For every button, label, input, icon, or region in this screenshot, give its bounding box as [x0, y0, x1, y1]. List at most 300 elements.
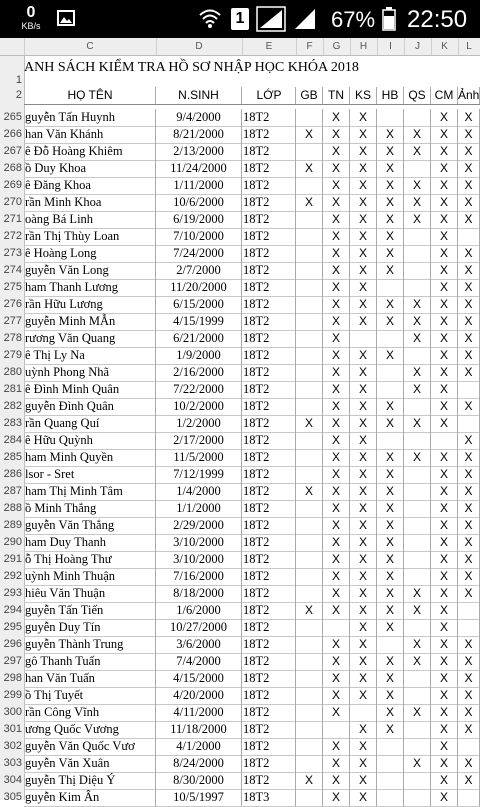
- cell-tn[interactable]: X: [323, 296, 350, 313]
- row-number[interactable]: 271: [3, 213, 22, 225]
- cell-dob[interactable]: 10/5/1997: [156, 789, 242, 806]
- cell-anh[interactable]: X: [458, 704, 480, 721]
- cell-qs[interactable]: [404, 738, 431, 755]
- cell-class[interactable]: 18T2: [242, 687, 296, 704]
- row-number[interactable]: 274: [3, 264, 22, 276]
- cell-anh[interactable]: X: [458, 177, 480, 194]
- cell-anh[interactable]: X: [458, 500, 480, 517]
- cell-qs[interactable]: X: [404, 653, 431, 670]
- cell-qs[interactable]: [404, 347, 431, 364]
- cell-qs[interactable]: X: [404, 143, 431, 160]
- cell-dob[interactable]: 3/10/2000: [156, 551, 242, 568]
- cell-hb[interactable]: X: [377, 313, 404, 330]
- cell-tn[interactable]: X: [323, 517, 350, 534]
- cell-gb[interactable]: [296, 330, 323, 347]
- cell-qs[interactable]: [404, 534, 431, 551]
- column-letter-l[interactable]: L: [458, 38, 480, 55]
- cell-dob[interactable]: 11/18/2000: [156, 721, 242, 738]
- cell-dob[interactable]: 4/11/2000: [156, 704, 242, 721]
- row-number[interactable]: 269: [3, 179, 22, 191]
- cell-gb[interactable]: X: [296, 160, 323, 177]
- cell-hb[interactable]: X: [377, 347, 404, 364]
- cell-gb[interactable]: X: [296, 415, 323, 432]
- row-number[interactable]: 302: [3, 740, 22, 752]
- cell-name[interactable]: han Văn Khánh: [24, 126, 156, 143]
- cell-ks[interactable]: X: [350, 347, 377, 364]
- cell-cm[interactable]: X: [431, 687, 458, 704]
- cell-class[interactable]: 18T2: [242, 449, 296, 466]
- row-number[interactable]: 287: [3, 485, 22, 497]
- cell-cm[interactable]: X: [431, 789, 458, 806]
- cell-hb[interactable]: X: [377, 126, 404, 143]
- cell-dob[interactable]: 6/19/2000: [156, 211, 242, 228]
- cell-ks[interactable]: X: [350, 432, 377, 449]
- cell-gb[interactable]: [296, 432, 323, 449]
- row-number[interactable]: 266: [3, 128, 22, 140]
- cell-dob[interactable]: 8/18/2000: [156, 585, 242, 602]
- row-number[interactable]: 296: [3, 638, 22, 650]
- cell-gb[interactable]: [296, 738, 323, 755]
- row-number[interactable]: 268: [3, 162, 22, 174]
- cell-name[interactable]: uỳnh Phong Nhã: [24, 364, 156, 381]
- cell-ks[interactable]: X: [350, 687, 377, 704]
- cell-anh[interactable]: X: [458, 296, 480, 313]
- cell-hb[interactable]: X: [377, 177, 404, 194]
- cell-class[interactable]: 18T2: [242, 245, 296, 262]
- cell-gb[interactable]: X: [296, 126, 323, 143]
- column-letter-c[interactable]: C: [24, 38, 157, 55]
- row-number[interactable]: 280: [3, 366, 22, 378]
- cell-anh[interactable]: X: [458, 517, 480, 534]
- cell-qs[interactable]: [404, 772, 431, 789]
- cell-gb[interactable]: [296, 313, 323, 330]
- row-number[interactable]: 289: [3, 519, 22, 531]
- cell-ks[interactable]: X: [350, 772, 377, 789]
- cell-cm[interactable]: X: [431, 415, 458, 432]
- cell-tn[interactable]: X: [323, 364, 350, 381]
- row-number[interactable]: 298: [3, 672, 22, 684]
- cell-name[interactable]: ê Hoàng Long: [24, 245, 156, 262]
- cell-anh[interactable]: X: [458, 211, 480, 228]
- cell-qs[interactable]: X: [404, 755, 431, 772]
- cell-gb[interactable]: X: [296, 772, 323, 789]
- cell-cm[interactable]: X: [431, 109, 458, 126]
- cell-cm[interactable]: X: [431, 245, 458, 262]
- cell-tn[interactable]: X: [323, 500, 350, 517]
- cell-cm[interactable]: X: [431, 228, 458, 245]
- cell-ks[interactable]: X: [350, 636, 377, 653]
- cell-hb[interactable]: X: [377, 483, 404, 500]
- cell-qs[interactable]: [404, 789, 431, 806]
- cell-class[interactable]: 18T2: [242, 551, 296, 568]
- cell-dob[interactable]: 7/22/2000: [156, 381, 242, 398]
- cell-class[interactable]: 18T2: [242, 483, 296, 500]
- cell-name[interactable]: ồ Duy Khoa: [24, 160, 156, 177]
- cell-gb[interactable]: [296, 755, 323, 772]
- cell-dob[interactable]: 7/16/2000: [156, 568, 242, 585]
- cell-cm[interactable]: X: [431, 670, 458, 687]
- cell-dob[interactable]: 11/5/2000: [156, 449, 242, 466]
- cell-gb[interactable]: [296, 687, 323, 704]
- row-number[interactable]: 297: [3, 655, 22, 667]
- cell-hb[interactable]: X: [377, 228, 404, 245]
- cell-qs[interactable]: X: [404, 364, 431, 381]
- cell-ks[interactable]: X: [350, 789, 377, 806]
- row-number[interactable]: 278: [3, 332, 22, 344]
- cell-anh[interactable]: X: [458, 313, 480, 330]
- header-cm[interactable]: CM: [431, 87, 458, 104]
- cell-ks[interactable]: X: [350, 517, 377, 534]
- cell-class[interactable]: 18T2: [242, 619, 296, 636]
- cell-anh[interactable]: X: [458, 636, 480, 653]
- cell-hb[interactable]: [377, 364, 404, 381]
- cell-anh[interactable]: X: [458, 347, 480, 364]
- cell-cm[interactable]: X: [431, 194, 458, 211]
- cell-class[interactable]: 18T2: [242, 160, 296, 177]
- cell-hb[interactable]: X: [377, 296, 404, 313]
- cell-ks[interactable]: X: [350, 653, 377, 670]
- cell-tn[interactable]: X: [323, 245, 350, 262]
- cell-qs[interactable]: X: [404, 636, 431, 653]
- cell-qs[interactable]: [404, 109, 431, 126]
- cell-class[interactable]: 18T2: [242, 194, 296, 211]
- cell-qs[interactable]: [404, 568, 431, 585]
- cell-gb[interactable]: [296, 636, 323, 653]
- cell-qs[interactable]: X: [404, 449, 431, 466]
- header-qs[interactable]: QS: [404, 87, 431, 104]
- cell-class[interactable]: 18T2: [242, 653, 296, 670]
- cell-name[interactable]: rần Thị Thùy Loan: [24, 228, 156, 245]
- row-number[interactable]: 283: [3, 417, 22, 429]
- cell-cm[interactable]: X: [431, 619, 458, 636]
- cell-tn[interactable]: X: [323, 568, 350, 585]
- column-letter-g[interactable]: G: [323, 38, 351, 55]
- cell-class[interactable]: 18T2: [242, 228, 296, 245]
- cell-name[interactable]: guyễn Văn Thắng: [24, 517, 156, 534]
- cell-tn[interactable]: X: [323, 160, 350, 177]
- cell-gb[interactable]: [296, 143, 323, 160]
- cell-class[interactable]: 18T2: [242, 126, 296, 143]
- cell-class[interactable]: 18T2: [242, 330, 296, 347]
- cell-anh[interactable]: X: [458, 585, 480, 602]
- cell-class[interactable]: 18T2: [242, 585, 296, 602]
- cell-cm[interactable]: X: [431, 653, 458, 670]
- cell-ks[interactable]: X: [350, 381, 377, 398]
- cell-tn[interactable]: X: [323, 772, 350, 789]
- cell-tn[interactable]: X: [323, 211, 350, 228]
- cell-ks[interactable]: X: [350, 602, 377, 619]
- cell-name[interactable]: oàng Bá Linh: [24, 211, 156, 228]
- cell-hb[interactable]: X: [377, 245, 404, 262]
- cell-name[interactable]: rần Minh Khoa: [24, 194, 156, 211]
- cell-dob[interactable]: 10/2/2000: [156, 398, 242, 415]
- cell-hb[interactable]: X: [377, 517, 404, 534]
- cell-name[interactable]: ương Quốc Vương: [24, 721, 156, 738]
- cell-cm[interactable]: X: [431, 313, 458, 330]
- cell-tn[interactable]: X: [323, 670, 350, 687]
- column-letter-h[interactable]: H: [350, 38, 378, 55]
- cell-dob[interactable]: 6/21/2000: [156, 330, 242, 347]
- cell-gb[interactable]: X: [296, 194, 323, 211]
- cell-gb[interactable]: [296, 449, 323, 466]
- cell-gb[interactable]: [296, 466, 323, 483]
- cell-anh[interactable]: X: [458, 534, 480, 551]
- cell-dob[interactable]: 1/9/2000: [156, 347, 242, 364]
- cell-hb[interactable]: X: [377, 568, 404, 585]
- cell-tn[interactable]: X: [323, 177, 350, 194]
- cell-class[interactable]: 18T2: [242, 772, 296, 789]
- cell-gb[interactable]: [296, 789, 323, 806]
- cell-ks[interactable]: X: [350, 670, 377, 687]
- row-number[interactable]: 288: [3, 502, 22, 514]
- cell-class[interactable]: 18T2: [242, 738, 296, 755]
- cell-ks[interactable]: X: [350, 466, 377, 483]
- cell-gb[interactable]: [296, 534, 323, 551]
- cell-tn[interactable]: X: [323, 483, 350, 500]
- cell-cm[interactable]: X: [431, 126, 458, 143]
- cell-dob[interactable]: 2/7/2000: [156, 262, 242, 279]
- cell-cm[interactable]: X: [431, 721, 458, 738]
- row-number[interactable]: 285: [3, 451, 22, 463]
- cell-hb[interactable]: [377, 279, 404, 296]
- cell-anh[interactable]: X: [458, 262, 480, 279]
- cell-gb[interactable]: [296, 670, 323, 687]
- cell-tn[interactable]: X: [323, 755, 350, 772]
- cell-hb[interactable]: [377, 381, 404, 398]
- cell-qs[interactable]: [404, 619, 431, 636]
- cell-ks[interactable]: X: [350, 534, 377, 551]
- row-number[interactable]: 295: [3, 621, 22, 633]
- cell-tn[interactable]: X: [323, 313, 350, 330]
- row-number[interactable]: 299: [3, 689, 22, 701]
- cell-anh[interactable]: X: [458, 670, 480, 687]
- cell-hb[interactable]: X: [377, 194, 404, 211]
- row-number[interactable]: 305: [3, 791, 22, 803]
- cell-hb[interactable]: X: [377, 687, 404, 704]
- row-number[interactable]: 273: [3, 247, 22, 259]
- cell-gb[interactable]: [296, 347, 323, 364]
- row-number[interactable]: 284: [3, 434, 22, 446]
- cell-name[interactable]: guyễn Tấn Huynh: [24, 109, 156, 126]
- cell-qs[interactable]: [404, 500, 431, 517]
- cell-dob[interactable]: 8/30/2000: [156, 772, 242, 789]
- cell-name[interactable]: guyễn Duy Tín: [24, 619, 156, 636]
- cell-anh[interactable]: X: [458, 466, 480, 483]
- cell-qs[interactable]: [404, 279, 431, 296]
- row-number[interactable]: 276: [3, 298, 22, 310]
- cell-cm[interactable]: X: [431, 534, 458, 551]
- cell-gb[interactable]: [296, 177, 323, 194]
- cell-name[interactable]: guyễn Minh MẪn: [24, 313, 156, 330]
- cell-tn[interactable]: X: [323, 602, 350, 619]
- cell-dob[interactable]: 6/15/2000: [156, 296, 242, 313]
- cell-gb[interactable]: [296, 517, 323, 534]
- cell-name[interactable]: guyễn Văn Xuân: [24, 755, 156, 772]
- cell-qs[interactable]: [404, 398, 431, 415]
- cell-cm[interactable]: X: [431, 466, 458, 483]
- cell-tn[interactable]: X: [323, 126, 350, 143]
- cell-class[interactable]: 18T2: [242, 704, 296, 721]
- cell-name[interactable]: guyễn Văn Long: [24, 262, 156, 279]
- cell-cm[interactable]: X: [431, 160, 458, 177]
- cell-ks[interactable]: X: [350, 143, 377, 160]
- cell-ks[interactable]: X: [350, 721, 377, 738]
- cell-ks[interactable]: X: [350, 296, 377, 313]
- cell-hb[interactable]: X: [377, 670, 404, 687]
- cell-qs[interactable]: [404, 245, 431, 262]
- cell-dob[interactable]: 4/15/1999: [156, 313, 242, 330]
- cell-qs[interactable]: X: [404, 211, 431, 228]
- row-number[interactable]: 303: [3, 757, 22, 769]
- cell-hb[interactable]: X: [377, 653, 404, 670]
- cell-gb[interactable]: [296, 398, 323, 415]
- row-number[interactable]: 294: [3, 604, 22, 616]
- cell-gb[interactable]: [296, 619, 323, 636]
- cell-dob[interactable]: 2/29/2000: [156, 517, 242, 534]
- cell-dob[interactable]: 7/4/2000: [156, 653, 242, 670]
- cell-tn[interactable]: X: [323, 432, 350, 449]
- cell-qs[interactable]: X: [404, 330, 431, 347]
- cell-qs[interactable]: X: [404, 585, 431, 602]
- cell-cm[interactable]: X: [431, 143, 458, 160]
- cell-tn[interactable]: X: [323, 330, 350, 347]
- cell-anh[interactable]: [458, 619, 480, 636]
- cell-tn[interactable]: X: [323, 262, 350, 279]
- cell-hb[interactable]: X: [377, 211, 404, 228]
- cell-name[interactable]: gô Thanh Tuấn: [24, 653, 156, 670]
- cell-qs[interactable]: [404, 228, 431, 245]
- cell-gb[interactable]: [296, 653, 323, 670]
- cell-tn[interactable]: X: [323, 687, 350, 704]
- cell-cm[interactable]: X: [431, 296, 458, 313]
- cell-tn[interactable]: X: [323, 194, 350, 211]
- cell-qs[interactable]: [404, 517, 431, 534]
- cell-cm[interactable]: X: [431, 262, 458, 279]
- cell-name[interactable]: ê Đăng Khoa: [24, 177, 156, 194]
- corner-cell[interactable]: [0, 38, 25, 55]
- cell-class[interactable]: 18T2: [242, 398, 296, 415]
- cell-hb[interactable]: X: [377, 619, 404, 636]
- cell-dob[interactable]: 2/17/2000: [156, 432, 242, 449]
- cell-cm[interactable]: X: [431, 500, 458, 517]
- cell-tn[interactable]: [323, 721, 350, 738]
- cell-dob[interactable]: 2/13/2000: [156, 143, 242, 160]
- row-number[interactable]: 275: [3, 281, 22, 293]
- cell-anh[interactable]: X: [458, 483, 480, 500]
- row-number[interactable]: 265: [3, 111, 22, 123]
- row-number[interactable]: 292: [3, 570, 22, 582]
- cell-cm[interactable]: X: [431, 381, 458, 398]
- cell-tn[interactable]: X: [323, 109, 350, 126]
- cell-cm[interactable]: [431, 432, 458, 449]
- cell-dob[interactable]: 1/11/2000: [156, 177, 242, 194]
- cell-cm[interactable]: X: [431, 772, 458, 789]
- cell-class[interactable]: 18T2: [242, 262, 296, 279]
- cell-qs[interactable]: [404, 466, 431, 483]
- cell-dob[interactable]: 9/4/2000: [156, 109, 242, 126]
- cell-cm[interactable]: X: [431, 449, 458, 466]
- cell-ks[interactable]: X: [350, 483, 377, 500]
- cell-hb[interactable]: X: [377, 704, 404, 721]
- cell-class[interactable]: 18T2: [242, 568, 296, 585]
- cell-name[interactable]: ê Thị Ly Na: [24, 347, 156, 364]
- cell-qs[interactable]: X: [404, 296, 431, 313]
- cell-anh[interactable]: X: [458, 126, 480, 143]
- cell-cm[interactable]: X: [431, 517, 458, 534]
- cell-anh[interactable]: [458, 415, 480, 432]
- cell-ks[interactable]: X: [350, 398, 377, 415]
- cell-ks[interactable]: [350, 330, 377, 347]
- cell-hb[interactable]: [377, 755, 404, 772]
- row-number[interactable]: 277: [3, 315, 22, 327]
- cell-gb[interactable]: [296, 721, 323, 738]
- cell-dob[interactable]: 4/1/2000: [156, 738, 242, 755]
- cell-class[interactable]: 18T2: [242, 432, 296, 449]
- cell-qs[interactable]: [404, 687, 431, 704]
- cell-class[interactable]: 18T2: [242, 415, 296, 432]
- cell-ks[interactable]: X: [350, 245, 377, 262]
- cell-hb[interactable]: X: [377, 534, 404, 551]
- cell-anh[interactable]: [458, 381, 480, 398]
- cell-class[interactable]: 18T2: [242, 670, 296, 687]
- cell-tn[interactable]: X: [323, 653, 350, 670]
- cell-hb[interactable]: X: [377, 160, 404, 177]
- cell-class[interactable]: 18T2: [242, 177, 296, 194]
- cell-name[interactable]: ồ Thị Tuyết: [24, 687, 156, 704]
- cell-dob[interactable]: 8/24/2000: [156, 755, 242, 772]
- cell-dob[interactable]: 8/21/2000: [156, 126, 242, 143]
- header-dob[interactable]: N.SINH: [156, 87, 242, 104]
- cell-qs[interactable]: X: [404, 415, 431, 432]
- cell-gb[interactable]: [296, 211, 323, 228]
- cell-name[interactable]: guyễn Văn Quốc Vươ: [24, 738, 156, 755]
- cell-name[interactable]: ê Đỗ Hoàng Khiêm: [24, 143, 156, 160]
- cell-name[interactable]: lsor - Sret: [24, 466, 156, 483]
- cell-anh[interactable]: [458, 228, 480, 245]
- cell-tn[interactable]: X: [323, 381, 350, 398]
- row-number[interactable]: 267: [3, 145, 22, 157]
- cell-name[interactable]: rương Văn Quang: [24, 330, 156, 347]
- header-class[interactable]: LỚP: [242, 87, 296, 104]
- cell-cm[interactable]: X: [431, 279, 458, 296]
- cell-cm[interactable]: X: [431, 330, 458, 347]
- cell-gb[interactable]: [296, 585, 323, 602]
- cell-name[interactable]: ê Hữu Quỳnh: [24, 432, 156, 449]
- cell-name[interactable]: guyễn Tấn Tiến: [24, 602, 156, 619]
- cell-hb[interactable]: X: [377, 398, 404, 415]
- cell-cm[interactable]: X: [431, 177, 458, 194]
- cell-cm[interactable]: X: [431, 636, 458, 653]
- row-number[interactable]: 301: [3, 723, 22, 735]
- cell-cm[interactable]: X: [431, 738, 458, 755]
- cell-dob[interactable]: 7/12/1999: [156, 466, 242, 483]
- cell-class[interactable]: 18T2: [242, 534, 296, 551]
- cell-ks[interactable]: X: [350, 126, 377, 143]
- header-name[interactable]: HỌ TÊN: [24, 87, 156, 104]
- header-gb[interactable]: GB: [296, 87, 323, 104]
- cell-class[interactable]: 18T3: [242, 789, 296, 806]
- cell-name[interactable]: han Văn Tuấn: [24, 670, 156, 687]
- cell-cm[interactable]: X: [431, 364, 458, 381]
- cell-hb[interactable]: X: [377, 500, 404, 517]
- cell-anh[interactable]: X: [458, 364, 480, 381]
- cell-anh[interactable]: [458, 789, 480, 806]
- cell-tn[interactable]: X: [323, 398, 350, 415]
- cell-anh[interactable]: [458, 602, 480, 619]
- cell-class[interactable]: 18T2: [242, 466, 296, 483]
- cell-anh[interactable]: X: [458, 772, 480, 789]
- row-number[interactable]: 282: [3, 400, 22, 412]
